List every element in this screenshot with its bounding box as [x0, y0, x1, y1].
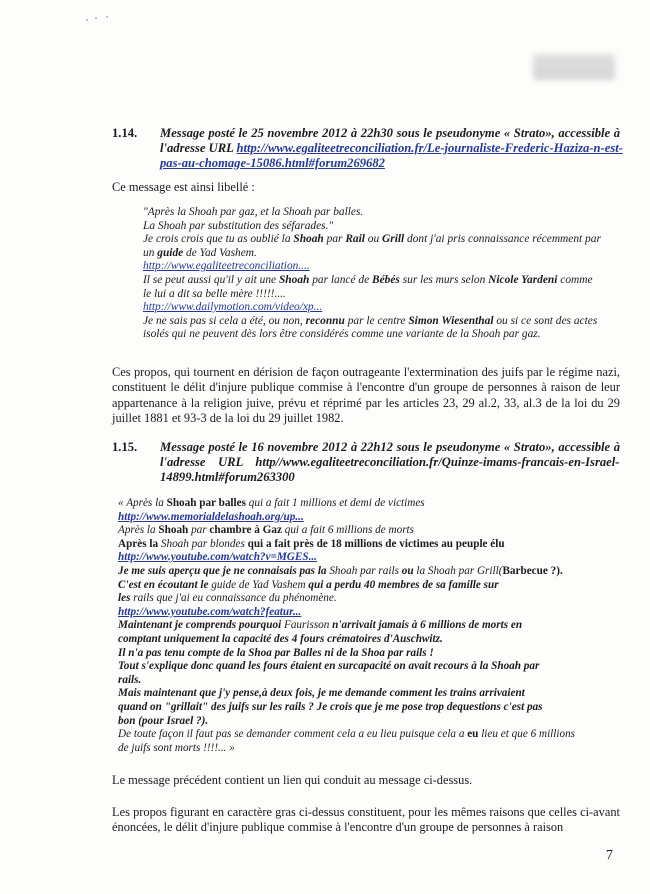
text-run: qui a fait 6 millions de morts: [281, 524, 415, 537]
text-run: Il se peut aussi qu'il y ait une: [143, 273, 279, 286]
legal-paragraph-3: Les propos figurant en caractère gras ci-dessus constituent, pour les mêmes raisons que celles ci-avant énoncées, le délit d'injure publique commise à l'encontre d'un groupe de personnes à raison: [112, 805, 620, 835]
bold-run: Shoah: [278, 273, 310, 286]
quote-line: [118, 742, 618, 756]
bold-run: guide: [157, 246, 184, 259]
text-run: De toute façon il faut pas se demander comment cela a eu lieu puisque cela a: [118, 728, 468, 741]
quote-link[interactable]: http://www.memorialdelashoah.org/up...: [118, 510, 304, 523]
section-heading-line: [160, 156, 620, 171]
quoted-message-2: [118, 497, 618, 755]
bold-run: Grill: [382, 233, 405, 246]
quote-line: [143, 247, 619, 261]
text-run: les: [118, 592, 134, 605]
quote-link[interactable]: http://www.youtube.com/watch?v=MGES...: [118, 551, 317, 564]
quote-line: [118, 715, 618, 729]
text-run: par lancé de: [309, 273, 372, 286]
quote-line: le lui a dit sa belle mère !!!!!....: [143, 287, 286, 300]
quote-line: [118, 551, 618, 565]
text-run: Je ne sais pas si cela a été, ou non,: [143, 314, 306, 327]
text-run: Il n'a pas tenu compte de la Shoa par Balles ni de la Shoa par rails !: [118, 646, 434, 659]
text-run: comme: [557, 273, 593, 286]
text-run: sur les murs selon: [399, 273, 489, 286]
quote-line: "Après la Shoah par gaz, et la Shoah par balles.: [143, 206, 364, 218]
text-run: Barbecue ?).: [502, 564, 563, 577]
quote-line: [143, 274, 619, 288]
text-run: rails que j'ai eu connaissance du phénomène.: [133, 592, 337, 605]
text-run: un: [143, 246, 158, 259]
text-run: n'arrivait jamais à 6 millions de morts en: [329, 619, 523, 632]
text-run: qui a perdu 40 membres de sa famille sur: [305, 578, 499, 591]
quote-line: [118, 728, 618, 742]
section-heading-line: Message posté le 16 novembre 2012 à 22h12 sous le pseudonyme « Strato», accessible à: [160, 440, 620, 454]
quote-line: [118, 687, 618, 701]
quote-line: [118, 647, 618, 661]
quote-line: isolés qui ne peuvent dès lors être considérés comme une variante de la Shoah par gaz.: [143, 328, 541, 341]
section-heading-line: l'adresse URL http//www.egaliteetreconciliation.fr/Quinze-imams-francais-en-Israel-: [160, 455, 620, 469]
text-run: qui a fait 1 millions et demi de victimes: [245, 497, 425, 509]
text-run: eu: [467, 728, 479, 741]
section-number: 1.14.: [112, 126, 138, 140]
bold-run: Nicole Yardeni: [488, 273, 558, 286]
section-url-link[interactable]: pas-au-chomage-15086.html#forum269682: [160, 156, 385, 170]
text-run: ou: [398, 564, 417, 577]
text-run: la Shoah par Grill(: [416, 564, 503, 577]
bold-run: reconnu: [305, 314, 345, 327]
section-number: 1.15.: [112, 440, 138, 454]
quote-line: [143, 315, 619, 329]
heading-prefix: l'adresse URL: [160, 141, 237, 155]
text-run: de Yad Vashem.: [183, 246, 257, 259]
text-run: Après la: [118, 537, 161, 550]
quote-line: [118, 565, 618, 579]
text-run: quand on "grillait" des juifs sur les rails ? Je crois que je me pose trop dequestions c'est pas: [118, 700, 543, 713]
quote-line: [118, 592, 618, 606]
text-run: de juifs sont morts !!!!... »: [118, 741, 235, 754]
text-run: « Après la: [118, 497, 167, 509]
quote-line: [118, 701, 618, 715]
text-run: Je crois crois que tu as oublié la: [143, 233, 294, 246]
text-run: guide de Yad Vashem: [211, 578, 306, 591]
quote-line: [118, 538, 618, 552]
text-run: ou: [364, 233, 383, 246]
section-heading-line: Message posté le 25 novembre 2012 à 22h30 sous le pseudonyme « Strato», accessible à: [160, 126, 620, 140]
quote-link[interactable]: http://www.dailymotion.com/video/xp...: [143, 301, 323, 314]
section-heading-line: 14899.html#forum263300: [160, 470, 295, 484]
quote-line: [118, 633, 618, 647]
section-heading-line: [160, 141, 623, 156]
section-url-link[interactable]: http://www.egaliteetreconciliation.fr/Le-journaliste-Frederic-Haziza-n-est-: [236, 141, 623, 155]
text-run: Je me suis aperçu que je ne connaisais pas la: [118, 564, 330, 577]
text-run: Tout s'explique donc quand les fours étaient en surcapacité on avait recours à la Shoah par: [118, 660, 540, 673]
quote-line: [143, 301, 619, 315]
text-run: Shoah: [158, 524, 189, 537]
text-run: ou si ce sont des actes: [493, 314, 598, 327]
intro-text: Ce message est ainsi libellé :: [112, 180, 255, 194]
text-run: Maintenant je comprends pourquoi: [118, 619, 284, 632]
text-run: comptant uniquement la capacité des 4 fours crématoires d'Auschwitz.: [118, 632, 443, 645]
text-run: rails.: [118, 673, 142, 686]
text-run: Après la: [118, 524, 159, 537]
legal-paragraph-1: Ces propos, qui tournent en dérision de façon outrageante l'extermination des juifs par le régime nazi, constituent le délit d'injure publique commise à l'encontre d'un groupe de personnes à raison de leur appartenance à la religion juive, prévu et réprimé par les articles 23, 29 al.2, 33, al.3 de la loi du 29 juillet 1881 et 93-3 de la loi du 29 juillet 1982.: [112, 365, 620, 425]
text-run: par: [323, 233, 346, 246]
text-run: bon (pour Israel ?).: [118, 714, 209, 727]
text-run: Shoah par blondes: [160, 537, 248, 550]
text-run: Mais maintenant que j'y pense,à deux fois, je me demande comment les trains arrivaient: [118, 687, 525, 700]
text-run: par le centre: [344, 314, 409, 327]
quote-line: [143, 260, 619, 274]
quote-line: [143, 233, 619, 247]
quote-link[interactable]: http://www.youtube.com/watch?featur...: [118, 605, 302, 618]
legal-paragraph-2: Le message précédent contient un lien qui conduit au message ci-dessus.: [112, 773, 473, 787]
scan-specks: [86, 16, 116, 22]
text-run: C'est en écoutant le: [118, 578, 212, 591]
quote-line: [118, 511, 618, 525]
quote-line: [118, 606, 618, 620]
bold-run: Simon Wiesenthal: [408, 314, 494, 327]
text-run: dont j'ai pris connaissance récemment par: [404, 233, 601, 246]
text-run: chambre à Gaz: [209, 524, 282, 537]
quote-line: [118, 497, 618, 511]
quote-line: [118, 660, 618, 674]
text-run: Shoah par rails: [329, 564, 399, 577]
bold-run: Shoah: [293, 233, 324, 246]
text-run: qui a fait près de 18 millions de victimes au peuple élu: [247, 537, 505, 550]
bold-run: Bébés: [372, 273, 400, 286]
quote-line: [118, 579, 618, 593]
quote-line: La Shoah par substitution des séfarades.": [143, 219, 334, 232]
text-run: par: [188, 524, 210, 537]
quote-line: [118, 674, 618, 688]
page-number: 7: [606, 848, 613, 863]
quote-line: [118, 524, 618, 538]
quote-link[interactable]: http://www.egaliteetreconciliation....: [143, 260, 310, 273]
text-run: Shoah par balles: [166, 497, 246, 509]
text-run: Faurisson: [283, 619, 330, 632]
quoted-message-1: [143, 206, 619, 342]
text-run: lieu et que 6 millions: [478, 728, 576, 741]
redacted-header-stamp: [533, 54, 615, 80]
bold-run: Rail: [345, 233, 365, 246]
quote-line: [118, 619, 618, 633]
